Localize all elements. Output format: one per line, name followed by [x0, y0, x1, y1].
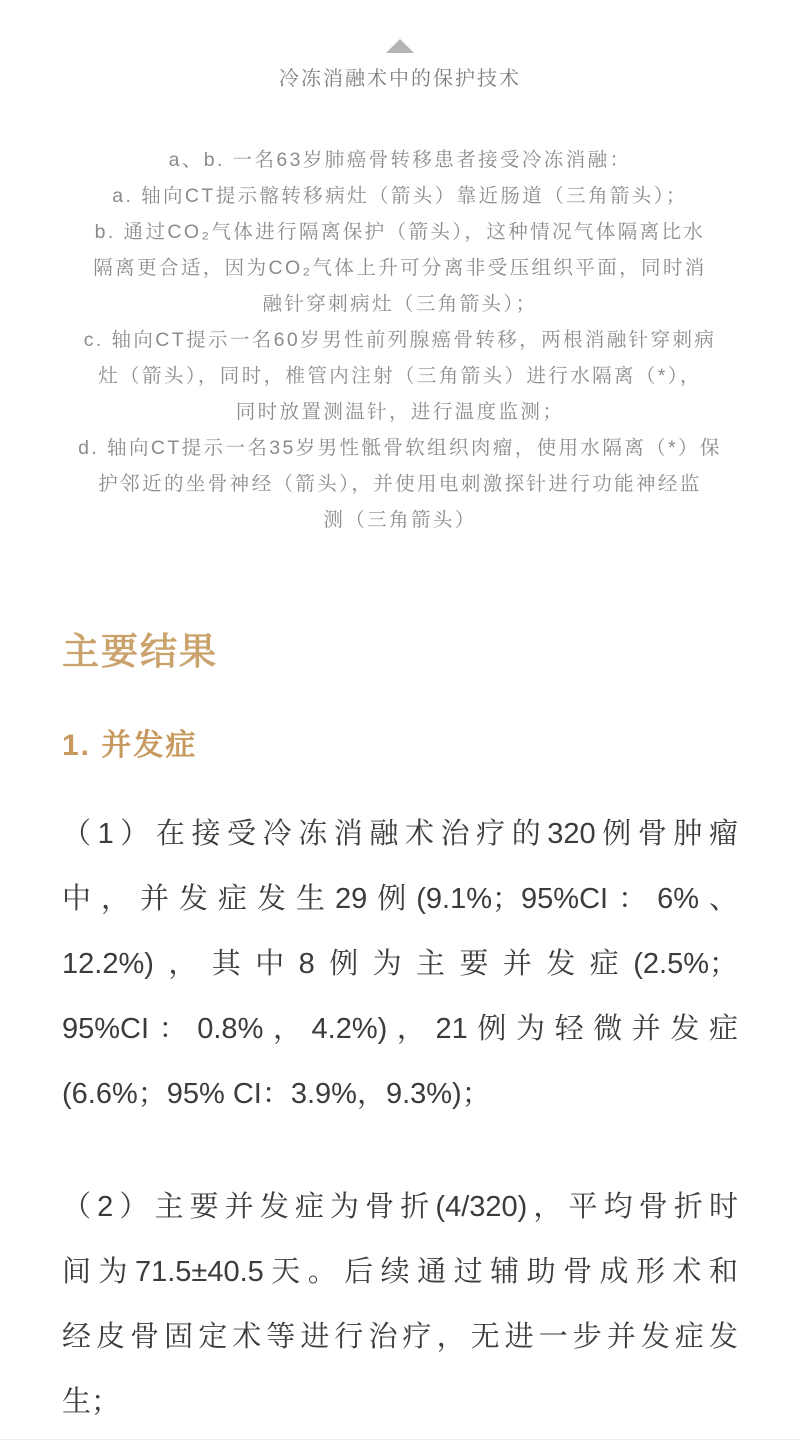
section-title-main-results: 主要结果 [62, 632, 218, 673]
subsection-title-complications: 1. 并发症 [62, 729, 198, 762]
body-text-line: (6.6%；95% CI：3.9%，9.3%)； [62, 1078, 491, 1110]
figure-caption-line: 测（三角箭头） [323, 509, 477, 531]
figure-caption-line: 隔离更合适，因为CO₂气体上升可分离非受压组织平面，同时消 [93, 257, 707, 279]
body-text-line: 生； [62, 1386, 121, 1418]
body-paragraph-1 [62, 802, 738, 1127]
body-text-line: 中，并发症发生29例(9.1%；95%CI：6%、 [62, 883, 738, 915]
collapse-triangle-icon[interactable] [386, 39, 414, 53]
figure-caption-line: c. 轴向CT提示一名60岁男性前列腺癌骨转移，两根消融针穿刺病 [83, 329, 717, 351]
body-text-line: 12.2%)，其中8例为主要并发症(2.5%； [62, 948, 738, 980]
figure-caption-line: a、b. 一名63岁肺癌骨转移患者接受冷冻消融： [168, 149, 632, 171]
body-text-line: 95%CI：0.8%，4.2%)，21例为轻微并发症 [62, 1013, 738, 1045]
figure-caption-line: 融针穿刺病灶（三角箭头）； [262, 293, 538, 315]
figure-caption [0, 142, 800, 538]
figure-caption-title: 冷冻消融术中的保护技术 [279, 68, 521, 90]
figure-caption-line: d. 轴向CT提示一名35岁男性骶骨软组织肉瘤，使用水隔离（*）保 [78, 437, 722, 459]
body-paragraph-2 [62, 1175, 738, 1435]
figure-caption-line: 灶（箭头），同时，椎管内注射（三角箭头）进行水隔离（*）， [98, 365, 702, 387]
body-text-line: （2）主要并发症为骨折(4/320)，平均骨折时 [62, 1191, 738, 1223]
body-text-line: （1）在接受冷冻消融术治疗的320例骨肿瘤 [62, 818, 738, 850]
figure-caption-line: 同时放置测温针，进行温度监测； [235, 401, 565, 423]
figure-caption-line: b. 通过CO₂气体进行隔离保护（箭头），这种情况气体隔离比水 [94, 221, 706, 243]
body-text-line: 经皮骨固定术等进行治疗，无进一步并发症发 [62, 1321, 738, 1353]
body-text-line: 间为71.5±40.5天。后续通过辅助骨成形术和 [62, 1256, 738, 1288]
figure-caption-line: a. 轴向CT提示髂转移病灶（箭头）靠近肠道（三角箭头）； [112, 185, 688, 207]
figure-caption-line: 护邻近的坐骨神经（箭头），并使用电刺激探针进行功能神经监 [98, 473, 702, 495]
